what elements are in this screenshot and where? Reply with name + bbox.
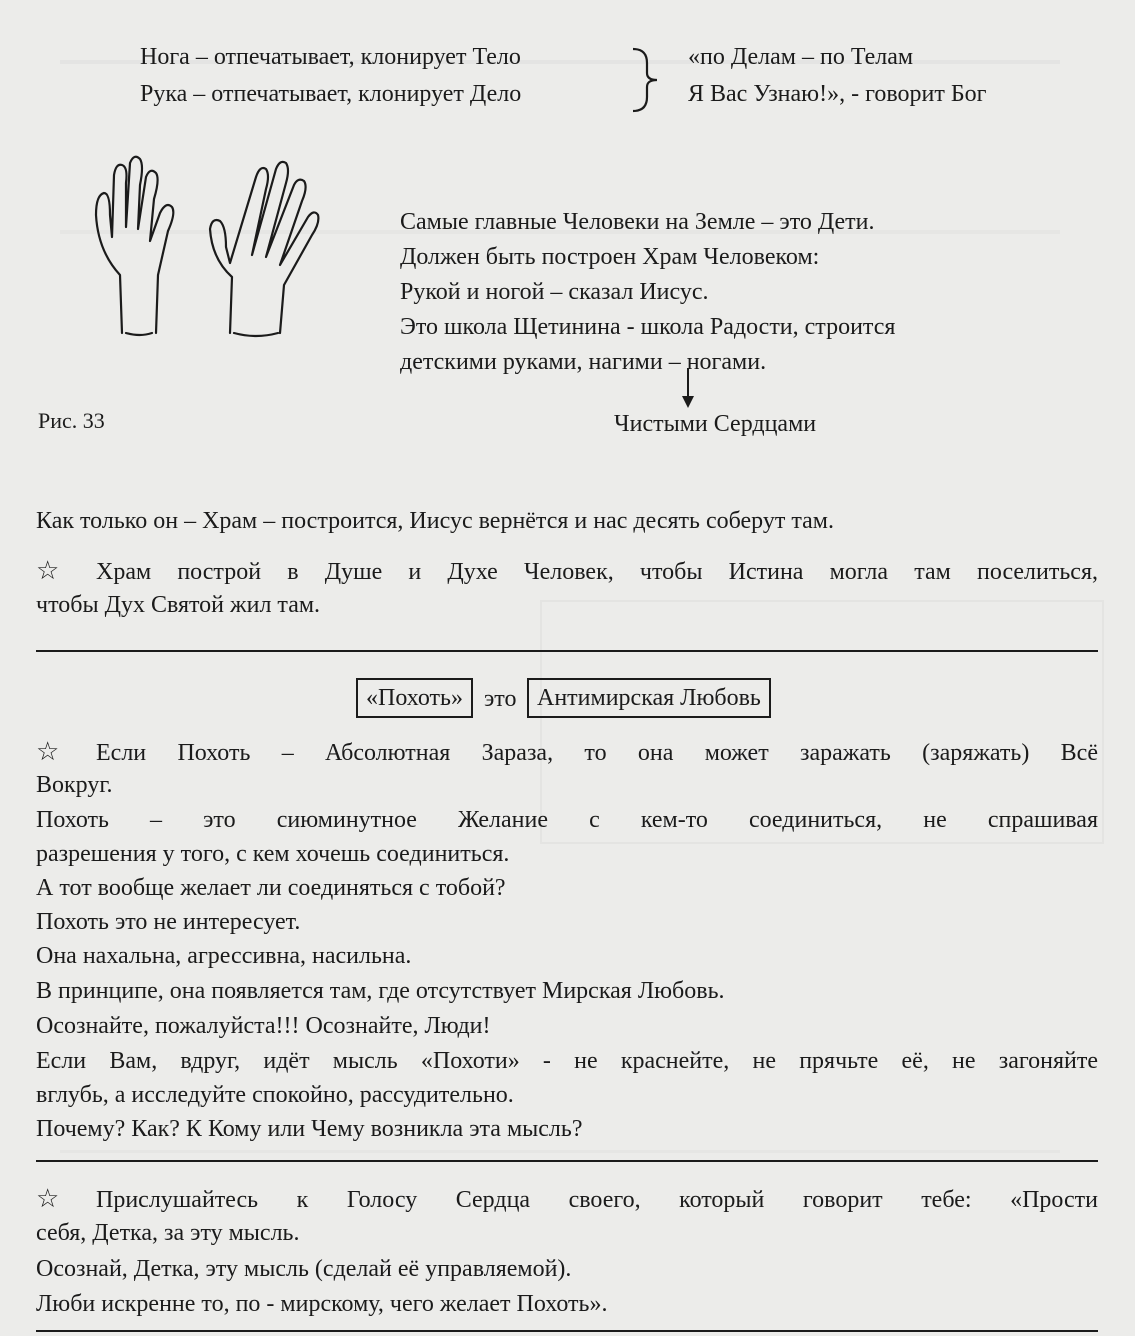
body-line-text: Если Похоть – Абсолютная Зараза, то она может заражать (заряжать) Всё [96, 740, 1098, 766]
body-line: Похоть это не интересует. [36, 909, 301, 935]
diagram-line2-right: Я Вас Узнаю!», - говорит Бог [688, 81, 987, 107]
body-line: Она нахальна, агрессивна, насильна. [36, 943, 412, 969]
closing-line: себя, Детка, за эту мысль. [36, 1220, 300, 1246]
body-line: Осознайте, пожалуйста!!! Осознайте, Люди! [36, 1013, 491, 1039]
diagram-right-line: Самые главные Человеки на Земле – это Дети. [400, 209, 875, 235]
diagram-line1-left: Нога – отпечатывает, клонирует Тело [140, 44, 521, 70]
temple-star-text-1: Храм построй в Душе и Духе Человек, чтобы Истина могла там поселиться, [96, 559, 1098, 585]
term-box: «Похоть» [356, 678, 473, 718]
body-line: А тот вообще желает ли соединяться с тобой? [36, 875, 506, 901]
body-line: В принципе, она появляется там, где отсутствует Мирская Любовь. [36, 978, 725, 1004]
diagram-right-line: Должен быть построен Храм Человеком: [400, 244, 820, 270]
diagram-right-line: Рукой и ногой – сказал Иисус. [400, 279, 709, 305]
diagram-right-text [400, 205, 895, 380]
section-divider [36, 1330, 1098, 1332]
diagram-line2-left: Рука – отпечатывает, клонирует Дело [140, 81, 522, 107]
star-icon: ☆ [36, 556, 60, 586]
body-line: вглубь, а исследуйте спокойно, рассудительно. [36, 1082, 514, 1108]
body-line: Вокруг. [36, 772, 113, 798]
diagram-right-line: Это школа Щетинина - школа Радости, строится [400, 314, 896, 340]
body-line: Если Вам, вдруг, идёт мысль «Похоти» - не краснейте, не прячьте её, не загоняйте [36, 1048, 1098, 1074]
hands-drawing-icon [80, 155, 340, 345]
definition-connector: это [484, 686, 517, 712]
section-divider [36, 650, 1098, 652]
closing-line: Осознай, Детка, эту мысль (сделай её управляемой). [36, 1256, 572, 1282]
section-divider [36, 1160, 1098, 1162]
temple-star-line-1 [36, 556, 1098, 587]
star-icon: ☆ [36, 1184, 60, 1214]
temple-star-line-2: чтобы Дух Святой жил там. [36, 592, 321, 618]
closing-line: Люби искренне то, по - мирскому, чего желает Похоть». [36, 1291, 608, 1317]
closing-line [36, 1184, 1098, 1215]
curly-brace-icon [625, 45, 665, 115]
body-line: разрешения у того, с кем хочешь соединиться. [36, 841, 510, 867]
body-line: Похоть – это сиюминутное Желание с кем-то соединиться, не спрашивая [36, 807, 1098, 833]
meaning-box: Антимирская Любовь [527, 678, 771, 718]
arrow-target-label: Чистыми Сердцами [614, 411, 817, 437]
body-line [36, 737, 1098, 768]
closing-line-text: Прислушайтесь к Голосу Сердца своего, который говорит тебе: «Прости [96, 1187, 1098, 1213]
diagram-line1-right: «по Делам – по Телам [688, 44, 914, 70]
down-arrow-icon [678, 368, 698, 410]
temple-line: Как только он – Храм – построится, Иисус вернётся и нас десять соберут там. [36, 508, 834, 534]
figure-caption: Рис. 33 [38, 408, 105, 433]
diagram-right-line: детскими руками, нагими – ногами. [400, 349, 767, 375]
body-line: Почему? Как? К Кому или Чему возникла эта мысль? [36, 1116, 583, 1142]
star-icon: ☆ [36, 737, 60, 767]
